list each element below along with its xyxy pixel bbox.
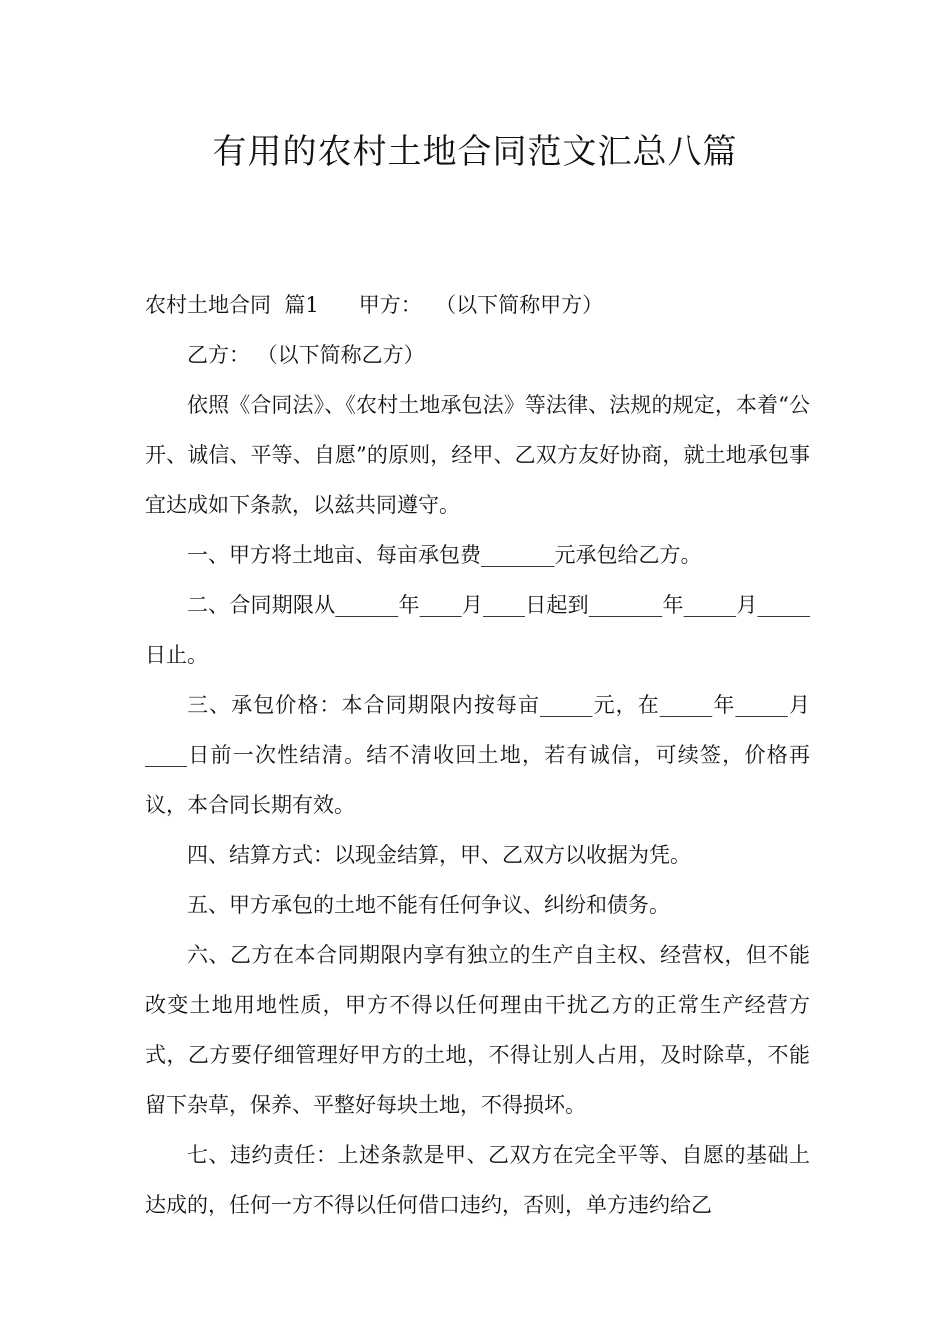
clause-4: 四、结算方式：以现金结算，甲、乙双方以收据为凭。	[187, 843, 691, 867]
clause-2: 二、合同期限从______年____月____日起到_______年_____月_____日止。	[145, 593, 810, 667]
paragraph-party-b: 乙方： （以下简称乙方）	[187, 343, 425, 367]
clause-1: 一、甲方将土地亩、每亩承包费_______元承包给乙方。	[187, 543, 702, 567]
document-body	[145, 280, 810, 1230]
clause-5: 五、甲方承包的土地不能有任何争议、纠纷和债务。	[187, 893, 670, 917]
clause-7: 七、违约责任：上述条款是甲、乙双方在完全平等、自愿的基础上达成的，任何一方不得以任何借口违约，否则，单方违约给乙	[145, 1143, 810, 1217]
document-title: 有用的农村土地合同范文汇总八篇	[212, 132, 738, 172]
clause-3: 三、承包价格：本合同期限内按每亩_____元，在_____年_____月____日前一次性结清。结不清收回土地，若有诚信，可续签，价格再议，本合同长期有效。	[145, 693, 810, 817]
clause-6: 六、乙方在本合同期限内享有独立的生产自主权、经营权，但不能改变土地用地性质，甲方不得以任何理由干扰乙方的正常生产经营方式，乙方要仔细管理好甲方的土地，不得让别人占用，及时除草，不能留下杂草，保养、平整好每块土地，不得损坏。	[145, 943, 810, 1117]
paragraph-header: 农村土地合同 篇1 甲方： （以下简称甲方）	[145, 293, 604, 317]
paragraph-preamble: 依照《合同法》、《农村土地承包法》等法律、法规的规定，本着“公开、诚信、平等、自愿”的原则，经甲、乙双方友好协商，就土地承包事宜达成如下条款，以兹共同遵守。	[145, 393, 810, 517]
